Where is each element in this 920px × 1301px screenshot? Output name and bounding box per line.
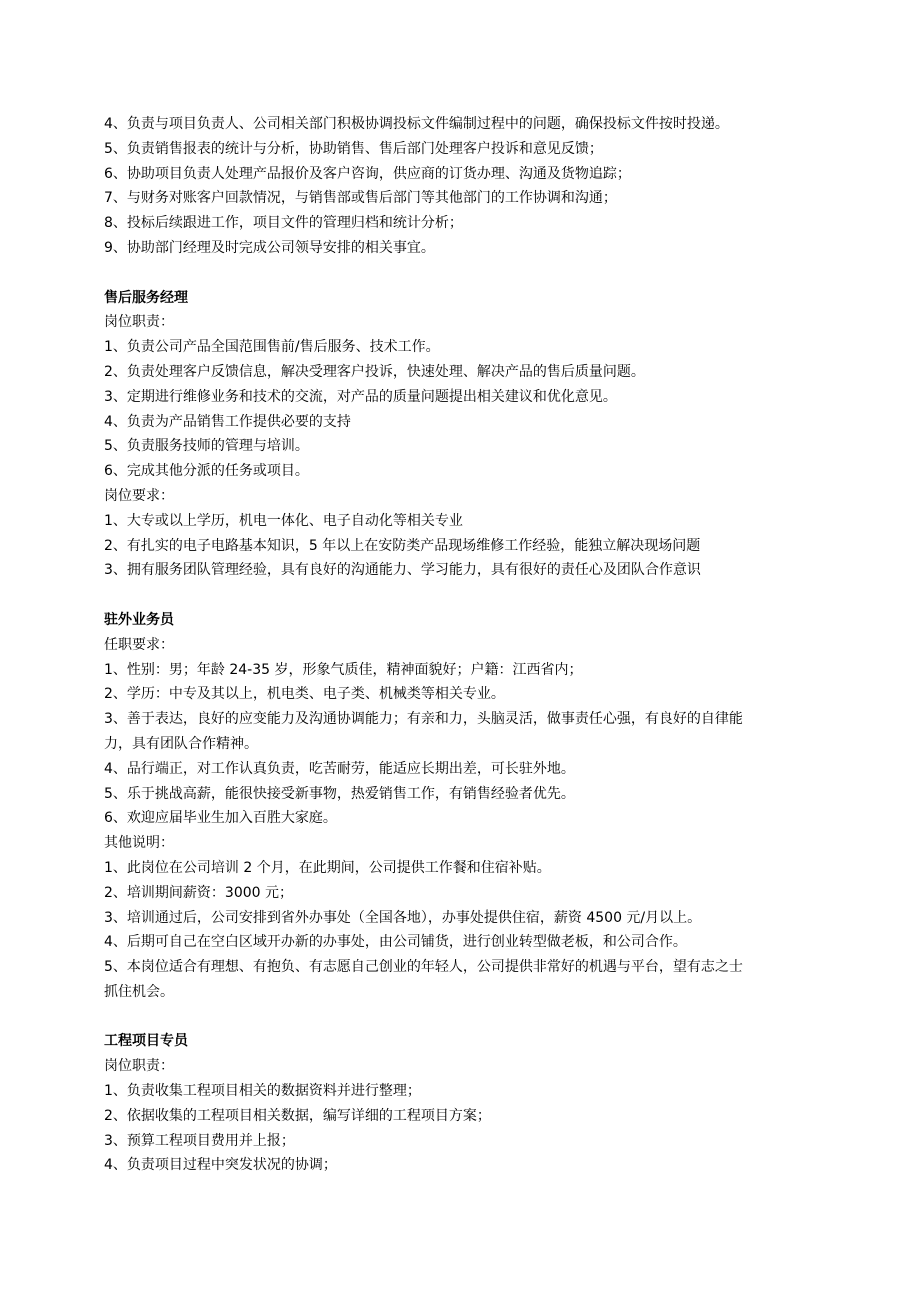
list-item: 3、培训通过后，公司安排到省外办事处（全国各地），办事处提供住宿，薪资 4500 元/月以上。	[104, 909, 702, 926]
list-item: 4、负责与项目负责人、公司相关部门积极协调投标文件编制过程中的问题，确保投标文件按时投递。	[104, 116, 729, 132]
list-item: 2、依据收集的工程项目相关数据，编写详细的工程项目方案；	[104, 1107, 491, 1124]
list-item: 5、负责销售报表的统计与分析，协助销售、售后部门处理客户投诉和意见反馈；	[104, 140, 603, 157]
section-gap	[104, 1005, 816, 1030]
section-title: 售后服务经理	[104, 289, 188, 306]
section-after-sales	[104, 286, 816, 584]
list-item: 1、性别：男；年龄 24-35 岁，形象气质佳，精神面貌好；户籍：江西省内；	[104, 661, 583, 678]
section-engineering	[104, 1029, 816, 1178]
list-item: 1、负责公司产品全国范围售前/售后服务、技术工作。	[104, 339, 440, 356]
list-item: 4、负责项目过程中突发状况的协调；	[104, 1157, 337, 1174]
list-item: 4、品行端正，对工作认真负责，吃苦耐劳，能适应长期出差，可长驻外地。	[104, 760, 575, 777]
list-item: 2、负责处理客户反馈信息，解决受理客户投诉，快速处理、解决产品的售后质量问题。	[104, 363, 645, 380]
section-gap	[104, 583, 816, 608]
list-item: 1、此岗位在公司培训 2 个月，在此期间，公司提供工作餐和住宿补贴。	[104, 859, 551, 876]
list-item-continuation: 力，具有团队合作精神。	[104, 735, 258, 752]
list-item: 9、协助部门经理及时完成公司领导安排的相关事宜。	[104, 239, 435, 256]
list-item: 3、预算工程项目费用并上报；	[104, 1132, 295, 1149]
document-page	[104, 112, 816, 1178]
list-item: 1、负责收集工程项目相关的数据资料并进行整理；	[104, 1083, 421, 1100]
subsection-label: 任职要求：	[104, 636, 174, 653]
list-item: 3、拥有服务团队管理经验，具有良好的沟通能力、学习能力，具有很好的责任心及团队合作意识	[104, 562, 701, 579]
list-item: 5、本岗位适合有理想、有抱负、有志愿自己创业的年轻人，公司提供非常好的机遇与平台，望有志之士	[104, 959, 743, 976]
subsection-label: 岗位要求：	[104, 487, 174, 504]
section-title: 工程项目专员	[104, 1033, 188, 1050]
section-title: 驻外业务员	[104, 611, 174, 628]
list-item: 3、善于表达，良好的应变能力及沟通协调能力；有亲和力，头脑灵活，做事责任心强，有良好的自律能	[104, 711, 743, 728]
list-item: 2、培训期间薪资：3000 元；	[104, 884, 293, 901]
section-field-sales	[104, 608, 816, 1005]
list-item: 3、定期进行维修业务和技术的交流，对产品的质量问题提出相关建议和优化意见。	[104, 388, 617, 405]
subsection-label: 岗位职责：	[104, 314, 174, 331]
list-item-continuation: 抓住机会。	[104, 983, 174, 1000]
list-item: 6、欢迎应届毕业生加入百胜大家庭。	[104, 810, 337, 827]
list-item: 5、乐于挑战高薪，能很快接受新事物，热爱销售工作，有销售经验者优先。	[104, 785, 575, 802]
list-item: 1、大专或以上学历，机电一体化、电子自动化等相关专业	[104, 512, 463, 529]
list-item: 2、有扎实的电子电路基本知识，5 年以上在安防类产品现场维修工作经验，能独立解决现场问题	[104, 537, 701, 554]
subsection-label: 其他说明：	[104, 835, 174, 852]
list-item: 5、负责服务技师的管理与培训。	[104, 438, 309, 455]
list-item: 6、协助项目负责人处理产品报价及客户咨询，供应商的订货办理、沟通及货物追踪；	[104, 165, 631, 182]
intro-list	[104, 112, 816, 261]
section-gap	[104, 261, 816, 286]
list-item: 8、投标后续跟进工作，项目文件的管理归档和统计分析；	[104, 215, 463, 232]
list-item: 6、完成其他分派的任务或项目。	[104, 463, 309, 480]
list-item: 4、负责为产品销售工作提供必要的支持	[104, 413, 351, 430]
list-item: 4、后期可自己在空白区域开办新的办事处，由公司铺货，进行创业转型做老板，和公司合作。	[104, 934, 687, 951]
list-item: 7、与财务对账客户回款情况，与销售部或售后部门等其他部门的工作协调和沟通；	[104, 190, 617, 207]
list-item: 2、学历：中专及其以上，机电类、电子类、机械类等相关专业。	[104, 686, 505, 703]
subsection-label: 岗位职责：	[104, 1058, 174, 1075]
